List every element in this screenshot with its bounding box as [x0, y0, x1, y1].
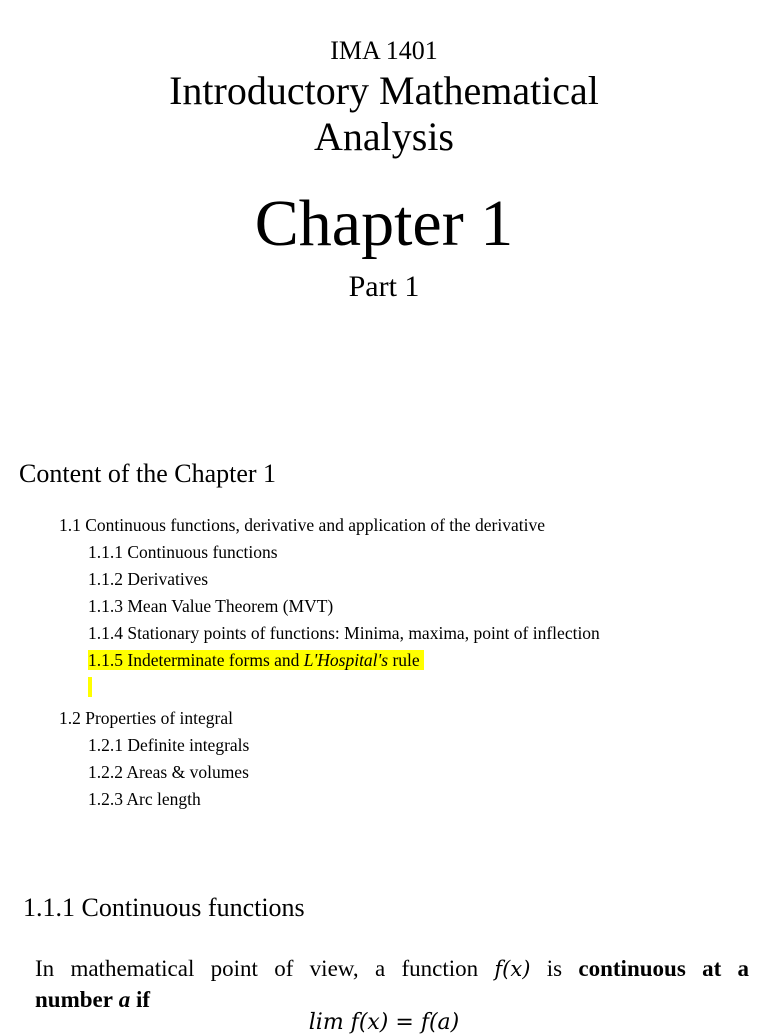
toc-item-1-1-4: 1.1.4 Stationary points of functions: Minima, maxima, point of inflection: [88, 623, 600, 643]
toc-item-1-1-5: [88, 649, 424, 671]
paragraph-bold-phrase: continuous at a: [578, 956, 750, 981]
math-a: a: [118, 987, 131, 1012]
toc-item-1-1-3: 1.1.3 Mean Value Theorem (MVT): [88, 596, 334, 616]
limit-formula: lim f(x) = f(a): [308, 1010, 460, 1035]
paragraph-line-1: [35, 953, 749, 985]
toc-item-1-2-2: 1.2.2 Areas & volumes: [88, 762, 249, 782]
paragraph-is: is: [546, 956, 563, 981]
toc-item-1-2: 1.2 Properties of integral: [59, 708, 233, 728]
document-title-line-2: Analysis: [314, 114, 454, 159]
paragraph-bold-if: if: [135, 987, 151, 1012]
text-cursor-highlight: [88, 677, 92, 697]
course-code: IMA 1401: [330, 36, 438, 65]
paragraph-bold-number: number: [35, 987, 113, 1012]
toc-item-1-1-5-text: 1.1.5 Indeterminate forms and: [88, 650, 304, 670]
toc-item-1-1: 1.1 Continuous functions, derivative and application of the derivative: [59, 515, 545, 535]
toc-item-1-2-1: 1.2.1 Definite integrals: [88, 735, 250, 755]
document-title-line-1: Introductory Mathematical: [169, 68, 599, 113]
math-fx: f(x): [494, 957, 531, 981]
chapter-heading: Chapter 1: [254, 187, 514, 260]
toc-item-1-2-3: 1.2.3 Arc length: [88, 789, 201, 809]
text-highlight: [88, 650, 424, 670]
toc-item-1-1-5-suffix: rule: [388, 650, 420, 670]
toc-item-1-1-5-italic: L'Hospital's: [303, 650, 389, 670]
paragraph-text: In mathematical point of view, a function: [35, 956, 479, 981]
toc-item-1-1-1: 1.1.1 Continuous functions: [88, 542, 278, 562]
contents-heading: Content of the Chapter 1: [19, 459, 277, 488]
part-label: Part 1: [348, 270, 420, 303]
toc-item-1-1-2: 1.1.2 Derivatives: [88, 569, 209, 589]
section-heading: 1.1.1 Continuous functions: [23, 893, 305, 922]
